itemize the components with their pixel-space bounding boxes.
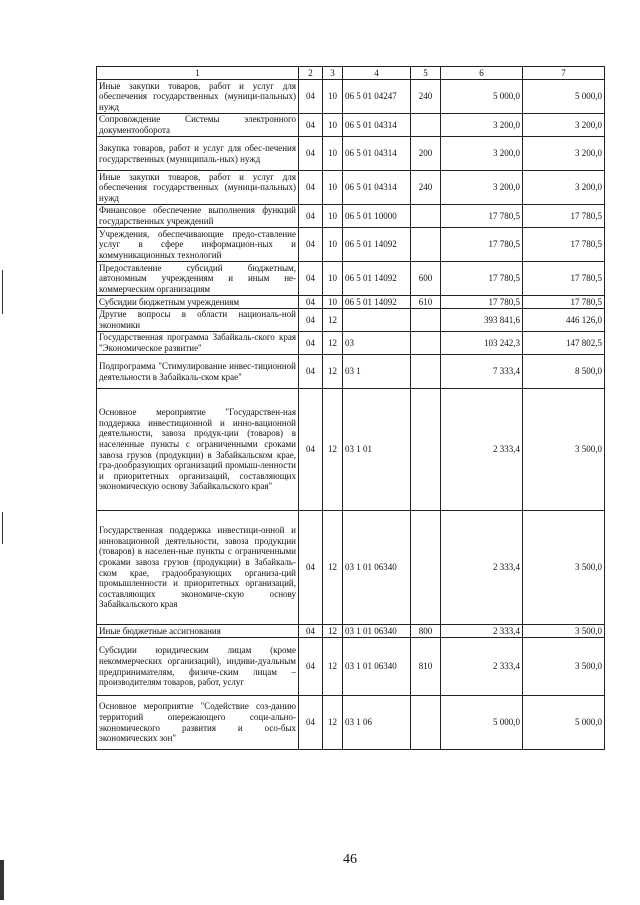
row-expense-type <box>411 696 441 750</box>
row-subsection: 12 <box>323 511 343 625</box>
row-target-code: 06 5 01 04314 <box>343 137 411 171</box>
table-row <box>97 80 605 114</box>
table-row <box>97 114 605 137</box>
row-amount-1: 7 333,4 <box>441 355 523 389</box>
row-expense-type <box>411 332 441 355</box>
row-amount-1: 2 333,4 <box>441 389 523 511</box>
row-amount-2: 3 200,0 <box>523 171 605 205</box>
row-name: Сопровождение Системы электронного документооборота <box>97 114 299 137</box>
scan-edge-mark <box>2 512 3 544</box>
row-name: Закупка товаров, работ и услуг для обес-печения государственных (муниципаль-ных) нужд <box>97 137 299 171</box>
row-expense-type <box>411 228 441 262</box>
header-col-7: 7 <box>523 67 605 80</box>
row-subsection: 10 <box>323 114 343 137</box>
table-row <box>97 137 605 171</box>
row-subsection: 12 <box>323 389 343 511</box>
row-subsection: 10 <box>323 171 343 205</box>
row-amount-1: 3 200,0 <box>441 114 523 137</box>
row-amount-2: 5 000,0 <box>523 696 605 750</box>
row-name: Учреждения, обеспечивающие предо-ставление услуг в сфере информацион-ных и коммуникационных технологий <box>97 228 299 262</box>
table-row <box>97 625 605 638</box>
header-col-4: 4 <box>343 67 411 80</box>
budget-table <box>96 66 605 750</box>
row-name: Иные закупки товаров, работ и услуг для обеспечения государственных (муници-пальных) нужд <box>97 171 299 205</box>
row-name: Предоставление субсидий бюджетным, автономным учреждениям и иным не-коммерческим организациям <box>97 262 299 296</box>
row-amount-2: 17 780,5 <box>523 262 605 296</box>
row-name: Государственная программа Забайкаль-ского края "Экономическое развитие" <box>97 332 299 355</box>
row-amount-2: 3 500,0 <box>523 638 605 696</box>
row-amount-2: 3 200,0 <box>523 114 605 137</box>
row-subsection: 10 <box>323 296 343 309</box>
row-expense-type: 600 <box>411 262 441 296</box>
row-expense-type <box>411 114 441 137</box>
row-name: Финансовое обеспечение выполнения функций государственных учреждений <box>97 205 299 228</box>
row-expense-type: 810 <box>411 638 441 696</box>
row-amount-2: 446 126,0 <box>523 309 605 332</box>
row-target-code: 03 1 01 06340 <box>343 638 411 696</box>
row-expense-type <box>411 355 441 389</box>
row-amount-1: 3 200,0 <box>441 137 523 171</box>
row-amount-2: 17 780,5 <box>523 228 605 262</box>
row-section: 04 <box>299 638 323 696</box>
row-amount-2: 3 500,0 <box>523 389 605 511</box>
row-target-code: 03 1 01 <box>343 389 411 511</box>
row-expense-type: 610 <box>411 296 441 309</box>
row-subsection: 10 <box>323 262 343 296</box>
row-section: 04 <box>299 389 323 511</box>
row-target-code: 03 1 <box>343 355 411 389</box>
row-section: 04 <box>299 137 323 171</box>
row-amount-2: 17 780,5 <box>523 205 605 228</box>
table-row <box>97 696 605 750</box>
table-row <box>97 296 605 309</box>
row-amount-1: 2 333,4 <box>441 511 523 625</box>
row-expense-type <box>411 389 441 511</box>
row-amount-1: 2 333,4 <box>441 638 523 696</box>
row-subsection: 12 <box>323 309 343 332</box>
page-number: 46 <box>343 852 357 867</box>
header-col-1: 1 <box>97 67 299 80</box>
row-target-code: 03 <box>343 332 411 355</box>
row-amount-2: 147 802,5 <box>523 332 605 355</box>
row-target-code: 06 5 01 04314 <box>343 171 411 205</box>
row-amount-1: 393 841,6 <box>441 309 523 332</box>
row-section: 04 <box>299 355 323 389</box>
table-row <box>97 638 605 696</box>
row-subsection: 12 <box>323 696 343 750</box>
row-subsection: 10 <box>323 228 343 262</box>
row-subsection: 12 <box>323 332 343 355</box>
row-section: 04 <box>299 80 323 114</box>
row-expense-type <box>411 205 441 228</box>
row-section: 04 <box>299 114 323 137</box>
table-row <box>97 511 605 625</box>
row-section: 04 <box>299 625 323 638</box>
row-name: Субсидии бюджетным учреждениям <box>97 296 299 309</box>
table-row <box>97 332 605 355</box>
row-name: Иные бюджетные ассигнования <box>97 625 299 638</box>
row-target-code: 06 5 01 14092 <box>343 228 411 262</box>
header-col-3: 3 <box>323 67 343 80</box>
row-target-code: 06 5 01 10000 <box>343 205 411 228</box>
row-section: 04 <box>299 296 323 309</box>
row-name: Государственная поддержка инвестици-онной и инновационной деятельности, завоза продукции (товаров) в населен-ные пункты с ограниченными сроками завоза грузов (продукции) в Забайкаль-ском крае, градообразующих организа-ций промышленности и приоритетных организаций, составляющих экономиче-скую основу Забайкальского края <box>97 511 299 625</box>
row-name: Основное мероприятие "Государствен-ная поддержка инвестиционной и инно-вационной деятельности, завоза продук-ции (товаров) в населенные пункты с ограниченными сроками завоза грузов (продукции) в Забайкальском крае, гра-дообразующих организаций промыш-ленности и приоритетных организаций, составляющих экономическую основу Забайкальского края" <box>97 389 299 511</box>
row-subsection: 12 <box>323 638 343 696</box>
row-section: 04 <box>299 205 323 228</box>
row-amount-1: 17 780,5 <box>441 296 523 309</box>
row-section: 04 <box>299 228 323 262</box>
row-subsection: 10 <box>323 80 343 114</box>
row-amount-1: 5 000,0 <box>441 80 523 114</box>
row-subsection: 10 <box>323 137 343 171</box>
header-col-6: 6 <box>441 67 523 80</box>
row-name: Другие вопросы в области националь-ной экономики <box>97 309 299 332</box>
scan-edge-mark <box>2 270 3 314</box>
row-section: 04 <box>299 309 323 332</box>
row-name: Подпрограмма "Стимулирование инвес-тиционной деятельности в Забайкаль-ском крае" <box>97 355 299 389</box>
row-amount-2: 17 780,5 <box>523 296 605 309</box>
row-target-code: 06 5 01 04247 <box>343 80 411 114</box>
row-section: 04 <box>299 262 323 296</box>
row-amount-1: 5 000,0 <box>441 696 523 750</box>
row-amount-1: 17 780,5 <box>441 228 523 262</box>
table-row <box>97 228 605 262</box>
row-section: 04 <box>299 171 323 205</box>
row-amount-2: 8 500,0 <box>523 355 605 389</box>
table-row <box>97 355 605 389</box>
row-section: 04 <box>299 696 323 750</box>
row-subsection: 10 <box>323 205 343 228</box>
header-col-5: 5 <box>411 67 441 80</box>
row-amount-2: 3 500,0 <box>523 511 605 625</box>
header-row <box>97 67 605 80</box>
row-expense-type: 800 <box>411 625 441 638</box>
table-row <box>97 389 605 511</box>
row-amount-1: 3 200,0 <box>441 171 523 205</box>
row-name: Иные закупки товаров, работ и услуг для обеспечения государственных (муници-пальных) нужд <box>97 80 299 114</box>
row-name: Основное мероприятие "Содействие соз-данию территорий опережающего соци-ально-экономического развития и осо-бых экономических зон" <box>97 696 299 750</box>
row-expense-type <box>411 309 441 332</box>
table-row <box>97 309 605 332</box>
row-target-code: 06 5 01 14092 <box>343 296 411 309</box>
row-amount-1: 17 780,5 <box>441 262 523 296</box>
table-row <box>97 262 605 296</box>
row-target-code: 06 5 01 14092 <box>343 262 411 296</box>
header-col-2: 2 <box>299 67 323 80</box>
table-row <box>97 205 605 228</box>
row-subsection: 12 <box>323 625 343 638</box>
row-target-code <box>343 309 411 332</box>
row-expense-type <box>411 511 441 625</box>
row-target-code: 03 1 01 06340 <box>343 625 411 638</box>
scan-edge-mark <box>0 860 4 900</box>
row-section: 04 <box>299 332 323 355</box>
row-expense-type: 240 <box>411 171 441 205</box>
row-amount-1: 2 333,4 <box>441 625 523 638</box>
row-target-code: 06 5 01 04314 <box>343 114 411 137</box>
row-expense-type: 200 <box>411 137 441 171</box>
row-expense-type: 240 <box>411 80 441 114</box>
row-target-code: 03 1 01 06340 <box>343 511 411 625</box>
row-name: Субсидии юридическим лицам (кроме некоммерческих организаций), индиви-дуальным предпринимателям, физиче-ским лицам – производителям товаров, работ, услуг <box>97 638 299 696</box>
row-amount-1: 103 242,3 <box>441 332 523 355</box>
row-amount-2: 3 200,0 <box>523 137 605 171</box>
row-section: 04 <box>299 511 323 625</box>
row-amount-1: 17 780,5 <box>441 205 523 228</box>
table-row <box>97 171 605 205</box>
row-target-code: 03 1 06 <box>343 696 411 750</box>
table-body <box>97 80 605 750</box>
row-amount-2: 3 500,0 <box>523 625 605 638</box>
row-amount-2: 5 000,0 <box>523 80 605 114</box>
row-subsection: 12 <box>323 355 343 389</box>
